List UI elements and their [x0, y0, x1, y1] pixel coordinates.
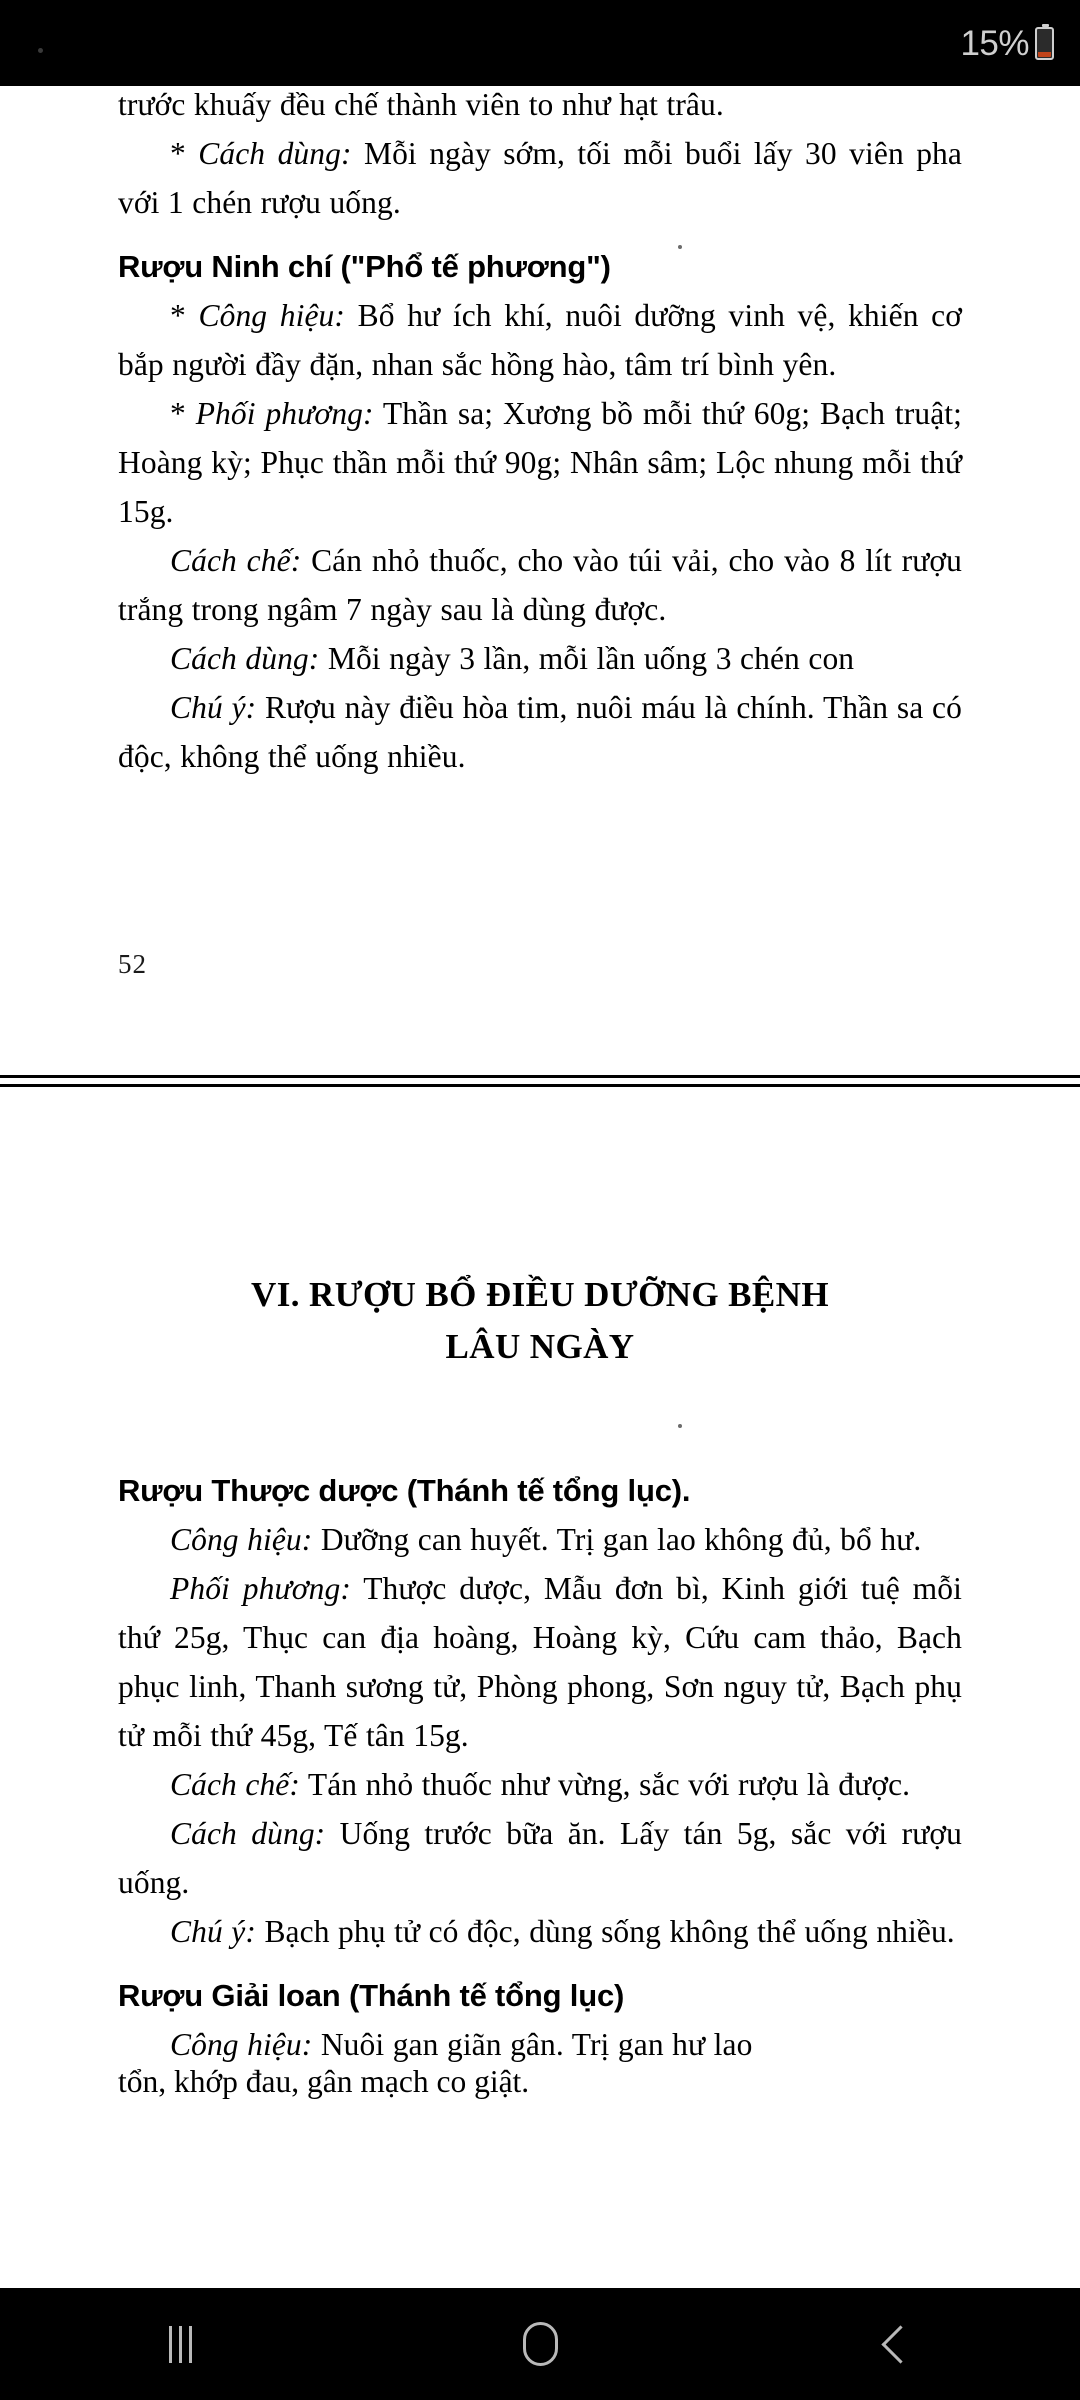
bullet-star: * — [170, 136, 199, 171]
paragraph-chu-y-2 — [118, 1907, 962, 1956]
paragraph-label: Phối phương: — [170, 1571, 351, 1606]
paragraph-cach-dung-3 — [118, 1809, 962, 1907]
home-button[interactable] — [450, 2288, 630, 2400]
page-separator — [0, 1075, 1080, 1087]
paragraph-text: Thần sa; Xương bồ mỗi thứ 60g; Bạch truật; Hoàng kỳ; Phục thần mỗi thứ 90g; Nhân sâm; Lộc nhung mỗi thứ 15g. — [118, 396, 962, 529]
recents-button[interactable] — [90, 2288, 270, 2400]
paragraph-label: Công hiệu: — [170, 2027, 313, 2062]
scan-artifact-dot — [678, 1424, 682, 1428]
android-navigation-bar — [0, 2288, 1080, 2400]
clipped-bottom-line: tổn, khớp đau, gân mạch co giật. — [118, 2069, 530, 2099]
paragraph-text: Bạch phụ tử có độc, dùng sống không thể uống nhiều. — [255, 1914, 955, 1949]
paragraph-cong-hieu-2 — [118, 2020, 962, 2069]
recents-icon — [169, 2326, 192, 2363]
paragraph-chu-y — [118, 683, 962, 781]
paragraph-label: Cách dùng: — [170, 1816, 326, 1851]
chapter-top-whitespace — [118, 1087, 962, 1269]
paragraph-label: Phối phương: — [195, 396, 374, 431]
bullet-star: * — [170, 396, 196, 431]
section-heading-ruou-thuoc-duoc: Rượu Thược dược (Thánh tế tổng lục). — [118, 1473, 691, 1508]
paragraph-text: Thược dược, Mẫu đơn bì, Kinh giới tuệ mỗi thứ 25g, Thục can địa hoàng, Hoàng kỳ, Cứu cam thảo, Bạch phục linh, Thanh sương tử, Phòng phong, Sơn nguy tử, Bạch phụ tử mỗi thứ 45g, Tế tân 15g. — [118, 1571, 962, 1753]
paragraph-text: Dưỡng can huyết. Trị gan lao không đủ, bổ hư. — [312, 1522, 922, 1557]
chapter-title-line-1: VI. RƯỢU BỔ ĐIỀU DƯỠNG BỆNH — [251, 1275, 829, 1314]
paragraph-cong-hieu — [118, 291, 962, 389]
paragraph-text: Mỗi ngày 3 lần, mỗi lần uống 3 chén con — [319, 641, 855, 676]
paragraph-text: Mỗi ngày sớm, tối mỗi buổi lấy 30 viên pha với 1 chén rượu uống. — [118, 136, 962, 220]
paragraph-cong-hieu-1 — [118, 1515, 962, 1564]
paragraph-cach-che-2 — [118, 1760, 962, 1809]
paragraph-cach-che — [118, 536, 962, 634]
paragraph-label: Công hiệu: — [170, 1522, 313, 1557]
paragraph-text: Cán nhỏ thuốc, cho vào túi vải, cho vào 8 lít rượu trắng trong ngâm 7 ngày sau là dùng được. — [118, 543, 962, 627]
page-whitespace — [118, 781, 962, 949]
book-page-52 — [0, 86, 1080, 1075]
chapter-title-line-2: LÂU NGÀY — [445, 1327, 635, 1366]
paragraph-label: Cách chế: — [170, 543, 302, 578]
paragraph-label: Công hiệu: — [198, 298, 345, 333]
paragraph-text: Tán nhỏ thuốc như vừng, sắc với rượu là được. — [299, 1767, 911, 1802]
back-button[interactable] — [810, 2288, 990, 2400]
status-bar — [0, 0, 1080, 86]
battery-icon — [1035, 27, 1054, 60]
document-reader-viewport[interactable] — [0, 86, 1080, 2288]
chapter-bottom-whitespace — [118, 1373, 962, 1469]
section-heading-ruou-giai-loan: Rượu Giải loan (Thánh tế tổng lục) — [118, 1978, 625, 2013]
paragraph-label: Cách dùng: — [198, 136, 352, 171]
paragraph-text: Uống trước bữa ăn. Lấy tán 5g, sắc với rượu uống. — [118, 1816, 962, 1900]
paragraph-text: Rượu này điều hòa tim, nuôi máu là chính. Thần sa có độc, không thể uống nhiều. — [118, 690, 962, 774]
paragraph-text: Nuôi gan giãn gân. Trị gan hư lao — [312, 2027, 753, 2062]
paragraph-cach-dung-1 — [118, 129, 962, 227]
paragraph-label: Chú ý: — [170, 1914, 256, 1949]
back-icon — [881, 2325, 919, 2363]
paragraph-label: Chú ý: — [170, 690, 257, 725]
section-heading-ruou-ninh-chi: Rượu Ninh chí ("Phổ tế phương") — [118, 249, 611, 284]
clipped-bottom-line-wrapper — [118, 2069, 962, 2103]
page-number-folio: 52 — [118, 949, 147, 979]
paragraph-phoi-phuong-2 — [118, 1564, 962, 1760]
notification-dot-icon — [38, 48, 43, 53]
scan-artifact-dot — [678, 245, 682, 249]
paragraph-cach-dung-2 — [118, 634, 962, 683]
battery-percent-label: 15% — [960, 23, 1029, 63]
book-page-next — [0, 1087, 1080, 2288]
clipped-top-line: trước khuấy đều chế thành viên to như hạt trâu. — [118, 87, 724, 122]
bullet-star: * — [170, 298, 199, 333]
battery-fill — [1038, 52, 1051, 56]
paragraph-label: Cách chế: — [170, 1767, 300, 1802]
paragraph-phoi-phuong — [118, 389, 962, 536]
home-icon — [523, 2322, 558, 2366]
paragraph-text: Bổ hư ích khí, nuôi dưỡng vinh vệ, khiến cơ bắp người đầy đặn, nhan sắc hồng hào, tâm trí bình yên. — [118, 298, 963, 382]
paragraph-label: Cách dùng: — [170, 641, 320, 676]
